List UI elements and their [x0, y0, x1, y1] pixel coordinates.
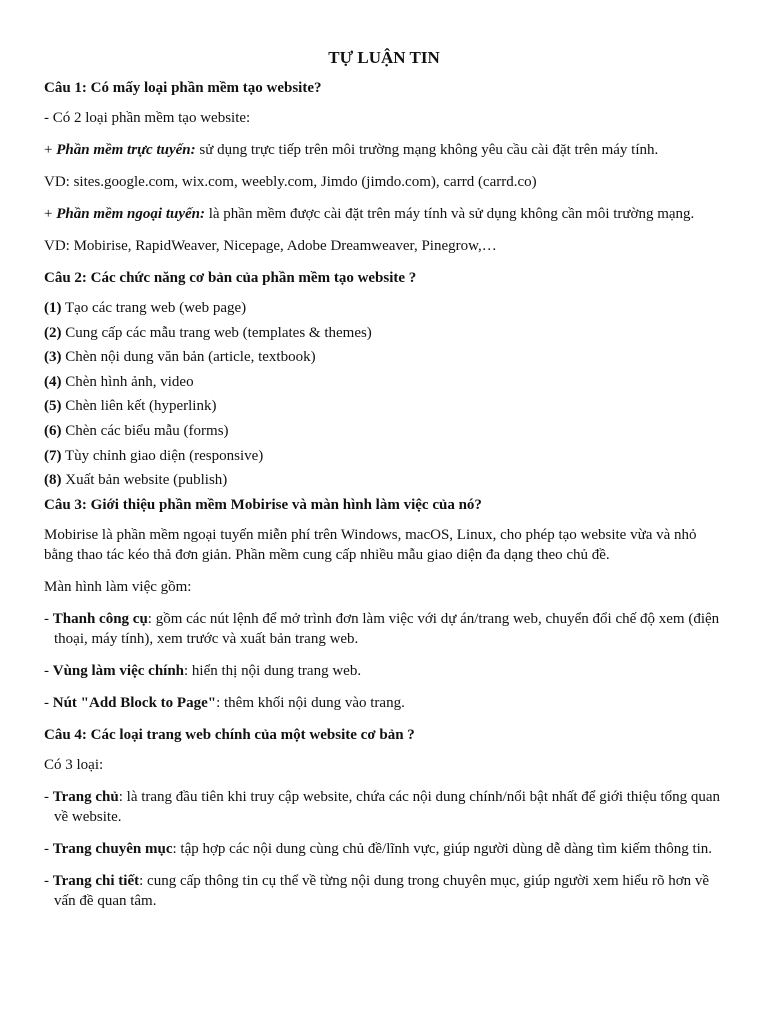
- q1-offline-desc: là phần mềm được cài đặt trên máy tính và sử dụng không cần môi trường mạng.: [204, 206, 695, 222]
- item-term: Trang chuyên mục: [52, 840, 173, 857]
- item-term: Trang chủ: [52, 788, 119, 805]
- item-dash: -: [44, 610, 53, 627]
- item-desc: : là trang đầu tiên khi truy cập website, chứa các nội dung chính/nổi bật nhất để giới thiệu tổng quan về website.: [54, 788, 721, 825]
- q2-function-list: [44, 298, 724, 490]
- item-term: Nút "Add Block to Page": [52, 694, 217, 711]
- item-term: Vùng làm việc chính: [52, 662, 185, 679]
- list-item-number: (3): [44, 349, 62, 366]
- question-3-heading: Câu 3: Giới thiệu phần mềm Mobirise và màn hình làm việc của nó?: [44, 496, 482, 513]
- q3-item-add-block: [44, 693, 724, 713]
- list-item-number: (4): [44, 373, 62, 390]
- item-desc: : cung cấp thông tin cụ thể về từng nội dung trong chuyên mục, giúp người xem hiểu rõ hơn về vấn đề quan tâm.: [54, 872, 710, 909]
- q4-intro: Có 3 loại:: [44, 756, 104, 773]
- item-dash: -: [44, 662, 53, 679]
- item-term: Thanh công cụ: [52, 610, 148, 627]
- list-item-number: (2): [44, 324, 62, 341]
- page-title: TỰ LUẬN TIN: [328, 48, 440, 67]
- list-item-text: Chèn liên kết (hyperlink): [61, 398, 217, 415]
- q3-item-toolbar: [44, 609, 724, 649]
- list-item-text: Chèn nội dung văn bản (article, textbook): [61, 349, 316, 366]
- item-dash: -: [44, 788, 53, 805]
- question-2-heading: Câu 2: Các chức năng cơ bản của phần mềm tạo website ?: [44, 270, 417, 286]
- q1-online-term: Phần mềm trực tuyến:: [56, 142, 196, 158]
- question-1-heading: Câu 1: Có mấy loại phần mềm tạo website?: [44, 80, 322, 96]
- list-item-number: (7): [44, 447, 62, 464]
- item-desc: : hiển thị nội dung trang web.: [184, 662, 362, 679]
- list-item-text: Xuất bản website (publish): [61, 472, 228, 489]
- list-item: [44, 446, 724, 466]
- list-item: [44, 470, 724, 490]
- q4-item-category-page: [44, 839, 724, 859]
- question-4-heading: Câu 4: Các loại trang web chính của một website cơ bản ?: [44, 726, 415, 743]
- list-item: [44, 323, 724, 343]
- q4-item-homepage: [44, 787, 724, 827]
- q4-item-detail-page: [44, 871, 724, 911]
- list-item: [44, 372, 724, 392]
- q1-offline-term: Phần mềm ngoại tuyến:: [56, 206, 205, 222]
- item-dash: -: [44, 840, 53, 857]
- item-dash: -: [44, 694, 53, 711]
- q1-online-desc: sử dụng trực tiếp trên môi trường mạng không yêu cầu cài đặt trên máy tính.: [195, 142, 659, 158]
- q1-offline-examples: VD: Mobirise, RapidWeaver, Nicepage, Adobe Dreamweaver, Pinegrow,…: [44, 238, 497, 254]
- q3-screen-intro: Màn hình làm việc gồm:: [44, 578, 192, 595]
- q3-item-workspace: [44, 661, 724, 681]
- list-item-text: Tùy chỉnh giao diện (responsive): [61, 447, 264, 464]
- q1-offline-definition: [44, 204, 724, 224]
- q1-online-examples: VD: sites.google.com, wix.com, weebly.com, Jimdo (jimdo.com), carrd (carrd.co): [44, 174, 537, 190]
- item-term: Trang chi tiết: [52, 872, 140, 889]
- list-item-text: Chèn các biểu mẫu (forms): [61, 422, 229, 439]
- list-item-text: Cung cấp các mẫu trang web (templates & themes): [61, 324, 372, 341]
- list-item-number: (8): [44, 472, 62, 489]
- list-item: [44, 298, 724, 318]
- list-item-text: Chèn hình ảnh, video: [61, 373, 194, 390]
- item-desc: : thêm khối nội dung vào trang.: [216, 694, 405, 711]
- q3-intro: Mobirise là phần mềm ngoại tuyến miễn phí trên Windows, macOS, Linux, cho phép tạo website vừa và nhỏ bằng thao tác kéo thả đơn giản. Phần mềm cung cấp nhiều mẫu giao diện đa dạng theo chủ đề.: [44, 526, 697, 563]
- list-item-text: Tạo các trang web (web page): [61, 300, 247, 316]
- list-item-number: (5): [44, 398, 62, 415]
- list-item: [44, 347, 724, 367]
- item-desc: : gồm các nút lệnh để mở trình đơn làm việc với dự án/trang web, chuyển đổi chế độ xem (điện thoại, máy tính), xem trước và xuất bản trang web.: [54, 610, 720, 647]
- q1-online-definition: [44, 140, 724, 160]
- item-dash: -: [44, 872, 53, 889]
- item-desc: : tập hợp các nội dung cùng chủ đề/lĩnh vực, giúp người dùng dễ dàng tìm kiếm thông tin.: [172, 840, 713, 857]
- q1-online-prefix: +: [44, 142, 57, 158]
- list-item: [44, 421, 724, 441]
- q1-intro: - Có 2 loại phần mềm tạo website:: [44, 110, 251, 126]
- q1-offline-prefix: +: [44, 206, 57, 222]
- list-item: [44, 396, 724, 416]
- list-item-number: (6): [44, 422, 62, 439]
- list-item-number: (1): [44, 300, 62, 316]
